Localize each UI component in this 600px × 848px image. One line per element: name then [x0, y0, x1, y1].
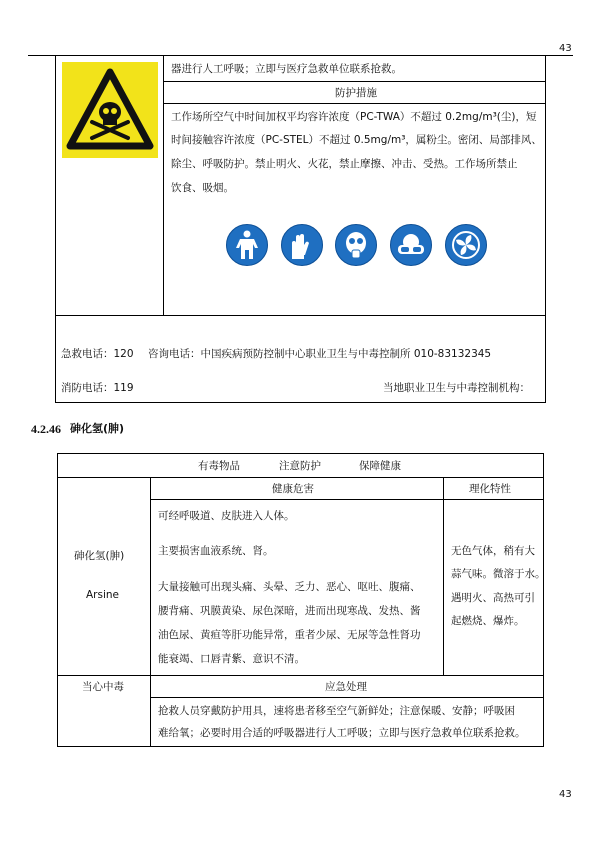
slogan-protect: 注意防护 [279, 460, 321, 472]
props-line-3: 遇明火、高热可引 [451, 592, 535, 604]
health-hazard-header: 健康危害 [272, 483, 314, 495]
props-line-1: 无色气体，稍有大 [451, 545, 535, 557]
protection-line-1: 工作场所空气中时间加权平均容许浓度（PC-TWA）不超过 0.2mg/m³(尘)，短 [171, 111, 537, 123]
physchem-header: 理化特性 [469, 483, 511, 495]
emergency-line-1: 抢救人员穿戴防护用具，速将患者移至空气新鲜处；注意保暖、安静；呼吸困 [158, 705, 515, 717]
substance-name-en: Arsine [86, 589, 120, 601]
gas-mask-icon [335, 224, 377, 266]
protection-line-3: 除尘、呼吸防护。禁止明火、火花，禁止摩擦、冲击、受热。工作场所禁止 [171, 158, 518, 170]
consult-phone: 咨询电话：中国疾病预防控制中心职业卫生与中毒控制所 010-83132345 [148, 348, 492, 360]
emergency-line-2: 难给氧；必要时用合适的呼吸器进行人工呼吸；立即与医疗急救单位联系抢救。 [158, 727, 526, 739]
health-line-4: 腰背痛、巩膜黄染、尿色深暗，进而出现寒战、发热、酱 [158, 605, 421, 617]
goggles-icon [390, 224, 432, 266]
toxic-warning-sign-icon [62, 62, 158, 158]
protective-gloves-icon [281, 224, 323, 266]
props-line-4: 起燃烧、爆炸。 [451, 615, 525, 627]
local-agency: 当地职业卫生与中毒控制机构： [383, 382, 530, 394]
header-rule [28, 55, 573, 56]
caution-label: 当心中毒 [82, 681, 124, 693]
section-title: 砷化氢(胂) [70, 422, 125, 435]
emergency-phone: 急救电话：120 [61, 348, 134, 360]
substance-name-cn: 砷化氢(胂) [74, 550, 125, 562]
health-line-3: 大量接触可出现头痛、头晕、乏力、恶心、呕吐、腹痛、 [158, 581, 421, 593]
health-line-1: 可经呼吸道、皮肤进入人体。 [158, 510, 295, 522]
protection-heading: 防护措施 [335, 87, 377, 99]
protection-line-4: 饮食、吸烟。 [171, 182, 234, 194]
props-line-2: 蒜气味。微溶于水。 [451, 568, 546, 580]
emergency-header: 应急处理 [325, 681, 367, 693]
health-line-5: 油色尿、黄疸等肝功能异常，重者少尿、无尿等急性肾功 [158, 629, 421, 641]
first-aid-continued: 器进行人工呼吸；立即与医疗急救单位联系抢救。 [171, 63, 402, 75]
protective-suit-icon [226, 224, 268, 266]
protection-line-2: 时间接触容许浓度（PC-STEL）不超过 0.5mg/m³，属粉尘。密闭、局部排风、 [171, 134, 542, 146]
slogan-toxic: 有毒物品 [198, 460, 240, 472]
page-number-top: 43 [559, 43, 572, 54]
page-number-bottom: 43 [559, 789, 572, 800]
section-number: 4.2.46 [31, 422, 61, 436]
fire-phone: 消防电话：119 [61, 382, 134, 394]
ventilation-fan-icon [445, 224, 487, 266]
slogan-health: 保障健康 [359, 460, 401, 472]
health-line-2: 主要损害血液系统、肾。 [158, 545, 274, 557]
health-line-6: 能衰竭、口唇青紫、意识不清。 [158, 653, 305, 665]
